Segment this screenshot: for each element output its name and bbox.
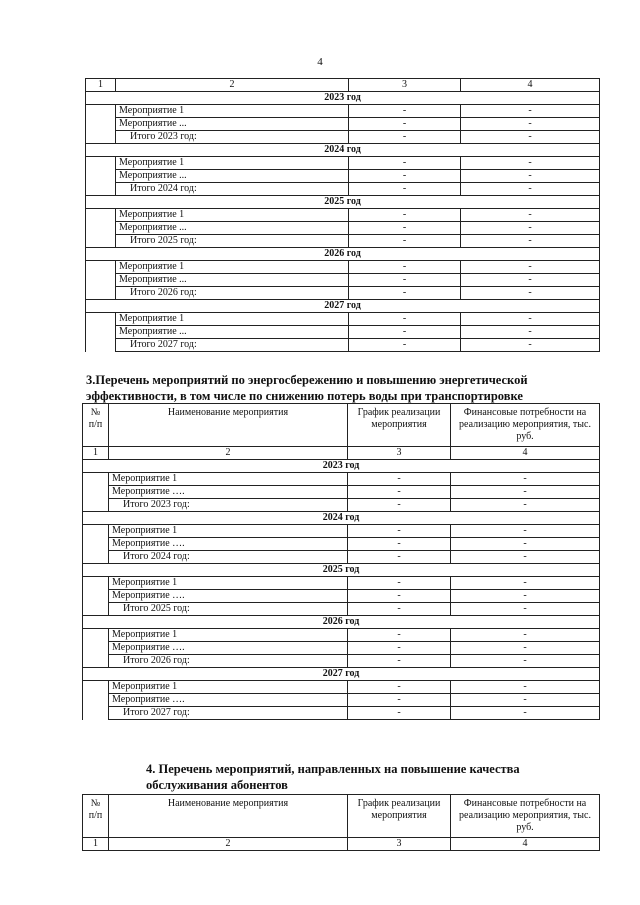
table-row (86, 222, 600, 235)
table-row (83, 473, 600, 486)
blank-cell (83, 538, 109, 551)
column-index: 4 (461, 79, 600, 92)
column-index: 3 (348, 838, 451, 851)
activity-name: Мероприятие …. (109, 694, 348, 707)
year-label: 2025 год (83, 564, 600, 577)
blank-cell (86, 157, 116, 170)
schedule-value: - (348, 707, 451, 720)
table-row (83, 681, 600, 694)
activity-name: Мероприятие …. (109, 486, 348, 499)
blank-cell (86, 287, 116, 300)
total-row (83, 707, 600, 720)
finance-value: - (461, 183, 600, 196)
blank-cell (83, 681, 109, 694)
finance-value: - (461, 261, 600, 274)
activity-name: Мероприятие 1 (116, 313, 349, 326)
activity-name: Мероприятие ... (116, 118, 349, 131)
activity-name: Мероприятие …. (109, 590, 348, 603)
column-header: № п/п (83, 795, 109, 838)
column-index: 2 (109, 447, 348, 460)
column-header: Наименование мероприятия (109, 404, 348, 447)
section-3-heading: 3.Перечень мероприятий по энергосбережению и повышению энергетической эффективности, в том числе по снижению потерь воды при транспортировке (86, 373, 528, 403)
column-header: Финансовые потребности на реализацию мероприятия, тыс. руб. (451, 795, 600, 838)
schedule-value: - (349, 118, 461, 131)
schedule-value: - (349, 183, 461, 196)
blank-cell (86, 183, 116, 196)
blank-cell (86, 105, 116, 118)
column-index: 2 (109, 838, 348, 851)
finance-value: - (461, 118, 600, 131)
activity-name: Мероприятие ... (116, 222, 349, 235)
blank-cell (83, 551, 109, 564)
finance-value: - (451, 655, 600, 668)
section-4-table (82, 794, 600, 851)
table-row (86, 209, 600, 222)
total-row (83, 551, 600, 564)
schedule-value: - (348, 642, 451, 655)
column-index: 1 (86, 79, 116, 92)
total-label: Итого 2023 год: (109, 499, 348, 512)
column-index: 2 (116, 79, 349, 92)
schedule-value: - (349, 261, 461, 274)
table-row (86, 274, 600, 287)
year-label: 2023 год (83, 460, 600, 473)
finance-value: - (451, 707, 600, 720)
schedule-value: - (348, 681, 451, 694)
column-header: График реализации мероприятия (348, 404, 451, 447)
total-row (83, 603, 600, 616)
column-header: № п/п (83, 404, 109, 447)
finance-value: - (451, 486, 600, 499)
total-label: Итого 2025 год: (116, 235, 349, 248)
table-row (83, 642, 600, 655)
total-label: Итого 2024 год: (116, 183, 349, 196)
finance-value: - (461, 313, 600, 326)
blank-cell (83, 473, 109, 486)
table-row (83, 577, 600, 590)
schedule-value: - (349, 274, 461, 287)
blank-cell (83, 655, 109, 668)
blank-cell (86, 235, 116, 248)
activity-name: Мероприятие …. (109, 642, 348, 655)
total-row (86, 287, 600, 300)
finance-value: - (451, 629, 600, 642)
index-row (83, 838, 600, 851)
activity-name: Мероприятие 1 (109, 473, 348, 486)
blank-cell (86, 222, 116, 235)
activity-name: Мероприятие 1 (109, 525, 348, 538)
activity-name: Мероприятие 1 (109, 577, 348, 590)
column-index: 4 (451, 838, 600, 851)
activity-name: Мероприятие 1 (109, 681, 348, 694)
finance-value: - (461, 235, 600, 248)
year-label: 2026 год (83, 616, 600, 629)
schedule-value: - (348, 590, 451, 603)
finance-value: - (451, 603, 600, 616)
index-row (83, 447, 600, 460)
total-row (86, 183, 600, 196)
table-row (86, 118, 600, 131)
schedule-value: - (349, 157, 461, 170)
year-row (86, 196, 600, 209)
finance-value: - (461, 222, 600, 235)
year-row (83, 512, 600, 525)
finance-value: - (451, 499, 600, 512)
schedule-value: - (349, 313, 461, 326)
total-label: Итого 2023 год: (116, 131, 349, 144)
finance-value: - (451, 473, 600, 486)
finance-value: - (451, 590, 600, 603)
year-label: 2024 год (86, 144, 600, 157)
page-number: 4 (317, 56, 323, 68)
finance-value: - (461, 274, 600, 287)
activity-name: Мероприятие 1 (116, 157, 349, 170)
blank-cell (83, 629, 109, 642)
total-label: Итого 2026 год: (116, 287, 349, 300)
schedule-value: - (349, 209, 461, 222)
blank-cell (83, 642, 109, 655)
year-label: 2027 год (83, 668, 600, 681)
finance-value: - (451, 694, 600, 707)
year-row (83, 616, 600, 629)
schedule-value: - (348, 629, 451, 642)
table-row (86, 261, 600, 274)
column-index: 3 (349, 79, 461, 92)
blank-cell (86, 170, 116, 183)
total-label: Итого 2027 год: (109, 707, 348, 720)
section-4-heading: 4. Перечень мероприятий, направленных на повышение качества обслуживания абонентов (146, 762, 520, 792)
schedule-value: - (348, 551, 451, 564)
header-row (83, 404, 600, 447)
total-label: Итого 2025 год: (109, 603, 348, 616)
schedule-value: - (348, 603, 451, 616)
blank-cell (86, 326, 116, 339)
activity-name: Мероприятие 1 (109, 629, 348, 642)
table-row (86, 105, 600, 118)
schedule-value: - (348, 694, 451, 707)
table-row (83, 486, 600, 499)
table-row (86, 157, 600, 170)
finance-value: - (451, 642, 600, 655)
total-row (83, 655, 600, 668)
finance-value: - (451, 577, 600, 590)
schedule-value: - (348, 499, 451, 512)
blank-cell (83, 486, 109, 499)
table-row (86, 326, 600, 339)
blank-cell (86, 131, 116, 144)
schedule-value: - (348, 538, 451, 551)
table-row (83, 694, 600, 707)
activity-name: Мероприятие ... (116, 274, 349, 287)
year-row (83, 668, 600, 681)
schedule-value: - (349, 222, 461, 235)
year-row (83, 460, 600, 473)
total-label: Итого 2024 год: (109, 551, 348, 564)
column-header: Наименование мероприятия (109, 795, 348, 838)
table-continued (85, 78, 600, 352)
finance-value: - (451, 538, 600, 551)
total-row (83, 499, 600, 512)
year-row (83, 564, 600, 577)
blank-cell (83, 525, 109, 538)
year-row (86, 300, 600, 313)
blank-cell (86, 261, 116, 274)
year-row (86, 92, 600, 105)
total-label: Итого 2027 год: (116, 339, 349, 352)
blank-cell (86, 313, 116, 326)
year-row (86, 144, 600, 157)
schedule-value: - (348, 525, 451, 538)
finance-value: - (451, 681, 600, 694)
schedule-value: - (349, 105, 461, 118)
blank-cell (86, 274, 116, 287)
activity-name: Мероприятие ... (116, 326, 349, 339)
year-label: 2026 год (86, 248, 600, 261)
column-header: Финансовые потребности на реализацию мероприятия, тыс. руб. (451, 404, 600, 447)
column-index: 3 (348, 447, 451, 460)
finance-value: - (461, 170, 600, 183)
schedule-value: - (349, 235, 461, 248)
section-3-table (82, 403, 600, 720)
activity-name: Мероприятие 1 (116, 209, 349, 222)
total-row (86, 131, 600, 144)
blank-cell (86, 339, 116, 352)
blank-cell (83, 694, 109, 707)
year-label: 2023 год (86, 92, 600, 105)
finance-value: - (461, 157, 600, 170)
table-row (83, 538, 600, 551)
blank-cell (86, 118, 116, 131)
index-row (86, 79, 600, 92)
finance-value: - (461, 287, 600, 300)
blank-cell (83, 577, 109, 590)
activity-name: Мероприятие …. (109, 538, 348, 551)
column-index: 1 (83, 447, 109, 460)
year-label: 2024 год (83, 512, 600, 525)
table-row (83, 525, 600, 538)
schedule-value: - (348, 577, 451, 590)
total-row (86, 235, 600, 248)
table-row (83, 590, 600, 603)
table-row (86, 170, 600, 183)
schedule-value: - (349, 287, 461, 300)
blank-cell (83, 603, 109, 616)
finance-value: - (461, 131, 600, 144)
finance-value: - (461, 209, 600, 222)
column-index: 1 (83, 838, 109, 851)
schedule-value: - (349, 131, 461, 144)
table-row (83, 629, 600, 642)
table-row (86, 313, 600, 326)
column-header: График реализации мероприятия (348, 795, 451, 838)
year-label: 2025 год (86, 196, 600, 209)
finance-value: - (451, 551, 600, 564)
activity-name: Мероприятие 1 (116, 261, 349, 274)
column-index: 4 (451, 447, 600, 460)
schedule-value: - (349, 339, 461, 352)
year-row (86, 248, 600, 261)
finance-value: - (461, 339, 600, 352)
blank-cell (83, 707, 109, 720)
blank-cell (86, 209, 116, 222)
schedule-value: - (348, 486, 451, 499)
finance-value: - (461, 105, 600, 118)
year-label: 2027 год (86, 300, 600, 313)
schedule-value: - (348, 473, 451, 486)
total-label: Итого 2026 год: (109, 655, 348, 668)
finance-value: - (451, 525, 600, 538)
activity-name: Мероприятие 1 (116, 105, 349, 118)
schedule-value: - (348, 655, 451, 668)
activity-name: Мероприятие ... (116, 170, 349, 183)
schedule-value: - (349, 170, 461, 183)
finance-value: - (461, 326, 600, 339)
blank-cell (83, 590, 109, 603)
blank-cell (83, 499, 109, 512)
total-row (86, 339, 600, 352)
header-row (83, 795, 600, 838)
schedule-value: - (349, 326, 461, 339)
